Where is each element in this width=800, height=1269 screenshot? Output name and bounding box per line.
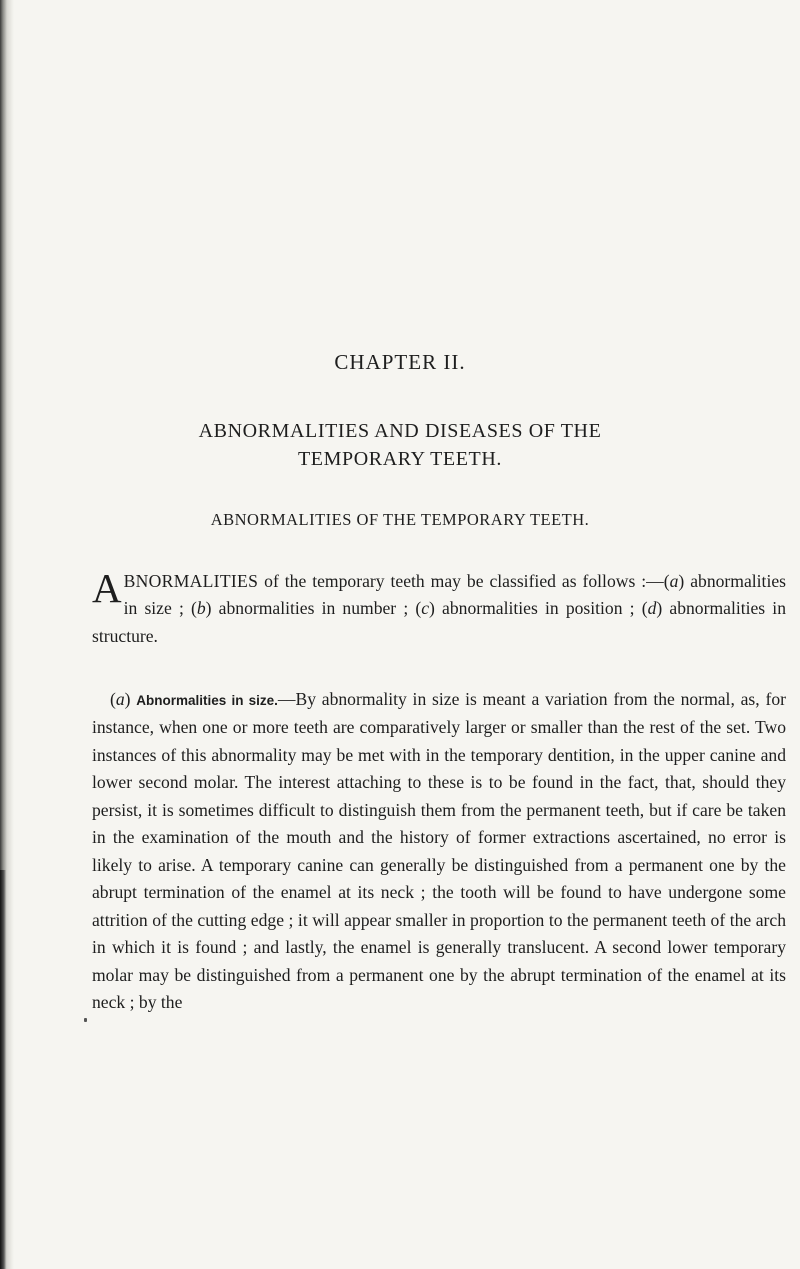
size-open-paren: ( [110, 688, 116, 709]
chapter-title-line-2: TEMPORARY TEETH. [297, 448, 503, 470]
intro-text: ) abnormalities in size ; ( [123, 570, 786, 619]
size-paragraph [92, 686, 786, 1017]
intro-text: ) abnormalities in number ; ( [205, 598, 422, 619]
chapter-heading: CHAPTER II. [334, 350, 466, 374]
size-letter: a [115, 688, 125, 709]
intro-letter-a: a [669, 570, 679, 591]
page-binding-shadow [0, 870, 6, 1269]
chapter-title [0, 417, 800, 473]
size-body-text: —By abnormality in size is meant a variation from the normal, as, for instance, when one or more teeth are comparatively larger or smaller than the rest of the set. Two instances of this abnormality may be met with in the temporary dentition, in the upper canine and lower second molar. The interest attaching to these is to be found in the fact, that, should they persist, it is sometimes difficult to distinguish them from the permanent teeth, but if care be taken in the examination of the mouth and the history of former extractions ascertained, no error is likely to arise. A temporary canine can generally be distinguished from a permanent one by the abrupt termination of the enamel at its neck ; the tooth will be found to have undergone some attrition of the cutting edge ; it will appear smaller in proportion to the permanent teeth of the arch in which it is found ; and lastly, the enamel is generally translucent. A second lower temporary molar may be distinguished from a permanent one by the abrupt termination of the enamel at its neck ; by the [92, 688, 786, 1013]
drop-cap: A [92, 564, 122, 611]
intro-letter-b: b [196, 598, 206, 619]
intro-text: of the temporary teeth may be classified as follows :—( [258, 570, 670, 591]
section-heading: ABNORMALITIES OF THE TEMPORARY TEETH. [210, 510, 590, 529]
size-close-paren: ) [124, 688, 137, 709]
intro-text: ) abnormalities in position ; ( [429, 598, 648, 619]
intro-paragraph [92, 564, 786, 651]
intro-lead-word: BNORMALITIES [123, 570, 259, 591]
margin-speck [84, 1018, 87, 1022]
intro-text: ) abnormalities in structure. [92, 598, 786, 646]
chapter-title-line-1: ABNORMALITIES AND DISEASES OF THE [198, 420, 602, 442]
intro-letter-d: d [647, 598, 657, 619]
intro-letter-c: c [421, 598, 430, 619]
size-run-in-heading: Abnormalities in size. [136, 692, 278, 708]
